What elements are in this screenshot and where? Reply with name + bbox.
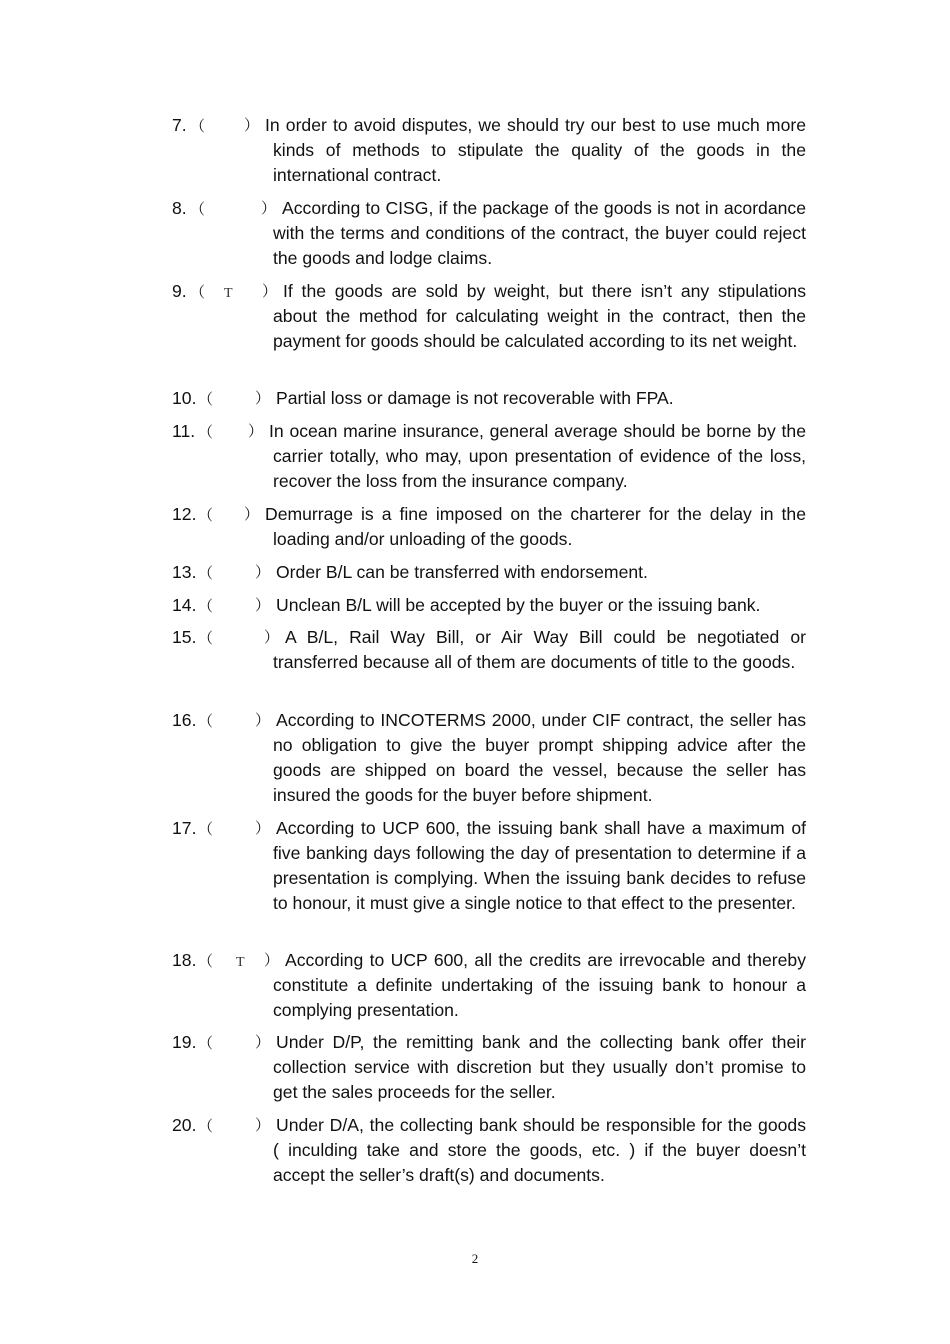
question-prefix bbox=[172, 279, 283, 304]
close-paren: ） bbox=[263, 952, 279, 969]
page-number: 2 bbox=[471, 1251, 479, 1266]
question-text: Unclean B/L will be accepted by the buyer or the issuing bank. bbox=[276, 595, 761, 615]
question-item bbox=[172, 386, 806, 411]
question-number: 12. bbox=[172, 504, 197, 524]
question-item bbox=[172, 948, 806, 1023]
question-prefix bbox=[172, 708, 276, 733]
question-number: 15. bbox=[172, 627, 197, 647]
question-text: According to INCOTERMS 2000, under CIF contract, the seller has no obligation to give the buyer prompt shipping advice after the goods are shipped on board the vessel, because the seller has insured the goods for the buyer before shipment. bbox=[273, 710, 806, 805]
question-item bbox=[172, 560, 806, 585]
open-paren: （ bbox=[198, 630, 214, 647]
open-paren: （ bbox=[198, 598, 214, 615]
close-paren: ） bbox=[260, 200, 276, 217]
question-item bbox=[172, 708, 806, 808]
answer-blank[interactable]: T bbox=[236, 955, 245, 970]
question-prefix bbox=[172, 386, 276, 411]
question-item bbox=[172, 196, 806, 271]
close-paren: ） bbox=[243, 506, 259, 523]
question-prefix bbox=[172, 196, 282, 221]
question-number: 9. bbox=[172, 281, 187, 301]
question-text: In ocean marine insurance, general average should be borne by the carrier totally, who may, upon presentation of evidence of the loss, recover the loss from the insurance company. bbox=[269, 421, 806, 491]
question-number: 10. bbox=[172, 388, 197, 408]
question-item bbox=[172, 113, 806, 188]
question-text: Order B/L can be transferred with endorsement. bbox=[276, 562, 648, 582]
question-number: 18. bbox=[172, 950, 197, 970]
open-paren: （ bbox=[190, 201, 206, 218]
open-paren: （ bbox=[198, 507, 214, 524]
question-text: According to UCP 600, all the credits are irrevocable and thereby constitute a definite undertaking of the issuing bank to honour a complying presentation. bbox=[273, 950, 806, 1020]
question-text: A B/L, Rail Way Bill, or Air Way Bill could be negotiated or transferred because all of them are documents of title to the goods. bbox=[273, 627, 806, 672]
question-item bbox=[172, 502, 806, 552]
open-paren: （ bbox=[198, 1118, 214, 1135]
close-paren: ） bbox=[254, 597, 270, 614]
open-paren: （ bbox=[198, 953, 214, 970]
question-number: 7. bbox=[172, 115, 187, 135]
open-paren: （ bbox=[198, 391, 214, 408]
question-text: Under D/P, the remitting bank and the collecting bank offer their collection service with discretion but they usually don’t promise to get the sales proceeds for the seller. bbox=[273, 1032, 806, 1102]
question-number: 11. bbox=[172, 421, 196, 441]
question-prefix bbox=[172, 816, 276, 841]
open-paren: （ bbox=[190, 284, 206, 301]
question-item bbox=[172, 419, 806, 494]
open-paren: （ bbox=[198, 713, 214, 730]
question-number: 19. bbox=[172, 1032, 197, 1052]
question-number: 16. bbox=[172, 710, 197, 730]
close-paren: ） bbox=[254, 820, 270, 837]
question-prefix bbox=[172, 502, 265, 527]
close-paren: ） bbox=[254, 1117, 270, 1134]
question-text: Demurrage is a fine imposed on the charterer for the delay in the loading and/or unloading of the goods. bbox=[265, 504, 806, 549]
close-paren: ） bbox=[254, 390, 270, 407]
question-text: In order to avoid disputes, we should try our best to use much more kinds of methods to stipulate the quality of the goods in the international contract. bbox=[265, 115, 806, 185]
question-prefix bbox=[172, 419, 269, 444]
close-paren: ） bbox=[254, 712, 270, 729]
question-item bbox=[172, 593, 806, 618]
close-paren: ） bbox=[243, 117, 259, 134]
question-item bbox=[172, 816, 806, 916]
question-number: 13. bbox=[172, 562, 197, 582]
question-item bbox=[172, 279, 806, 354]
question-text: Partial loss or damage is not recoverable with FPA. bbox=[276, 388, 674, 408]
question-prefix bbox=[172, 113, 265, 138]
open-paren: （ bbox=[198, 424, 214, 441]
question-item bbox=[172, 1113, 806, 1188]
question-text: According to UCP 600, the issuing bank shall have a maximum of five banking days following the day of presentation to determine if a presentation is complying. When the issuing bank decides to refuse to honour, it must give a single notice to that effect to the presenter. bbox=[273, 818, 806, 913]
question-text: According to CISG, if the package of the goods is not in acordance with the terms and conditions of the contract, the buyer could reject the goods and lodge claims. bbox=[273, 198, 806, 268]
question-number: 20. bbox=[172, 1115, 197, 1135]
question-prefix bbox=[172, 625, 285, 650]
question-item bbox=[172, 625, 806, 675]
question-prefix bbox=[172, 948, 285, 973]
close-paren: ） bbox=[254, 564, 270, 581]
question-text: If the goods are sold by weight, but there isn’t any stipulations about the method for calculating weight in the contract, then the payment for goods should be calculated according to its net weight. bbox=[273, 281, 806, 351]
question-item bbox=[172, 1030, 806, 1105]
open-paren: （ bbox=[190, 118, 206, 135]
question-text: Under D/A, the collecting bank should be responsible for the goods ( inculding take and store the goods, etc. ) if the buyer doesn’t accept the seller’s draft(s) and documents. bbox=[273, 1115, 806, 1185]
close-paren: ） bbox=[261, 283, 277, 300]
close-paren: ） bbox=[263, 629, 279, 646]
close-paren: ） bbox=[254, 1034, 270, 1051]
question-number: 8. bbox=[172, 198, 187, 218]
question-prefix bbox=[172, 1030, 276, 1055]
open-paren: （ bbox=[198, 821, 214, 838]
question-prefix bbox=[172, 560, 276, 585]
question-prefix bbox=[172, 593, 276, 618]
question-number: 17. bbox=[172, 818, 197, 838]
open-paren: （ bbox=[198, 565, 214, 582]
question-number: 14. bbox=[172, 595, 197, 615]
question-prefix bbox=[172, 1113, 276, 1138]
answer-blank[interactable]: T bbox=[224, 286, 233, 301]
open-paren: （ bbox=[198, 1035, 214, 1052]
close-paren: ） bbox=[247, 423, 263, 440]
